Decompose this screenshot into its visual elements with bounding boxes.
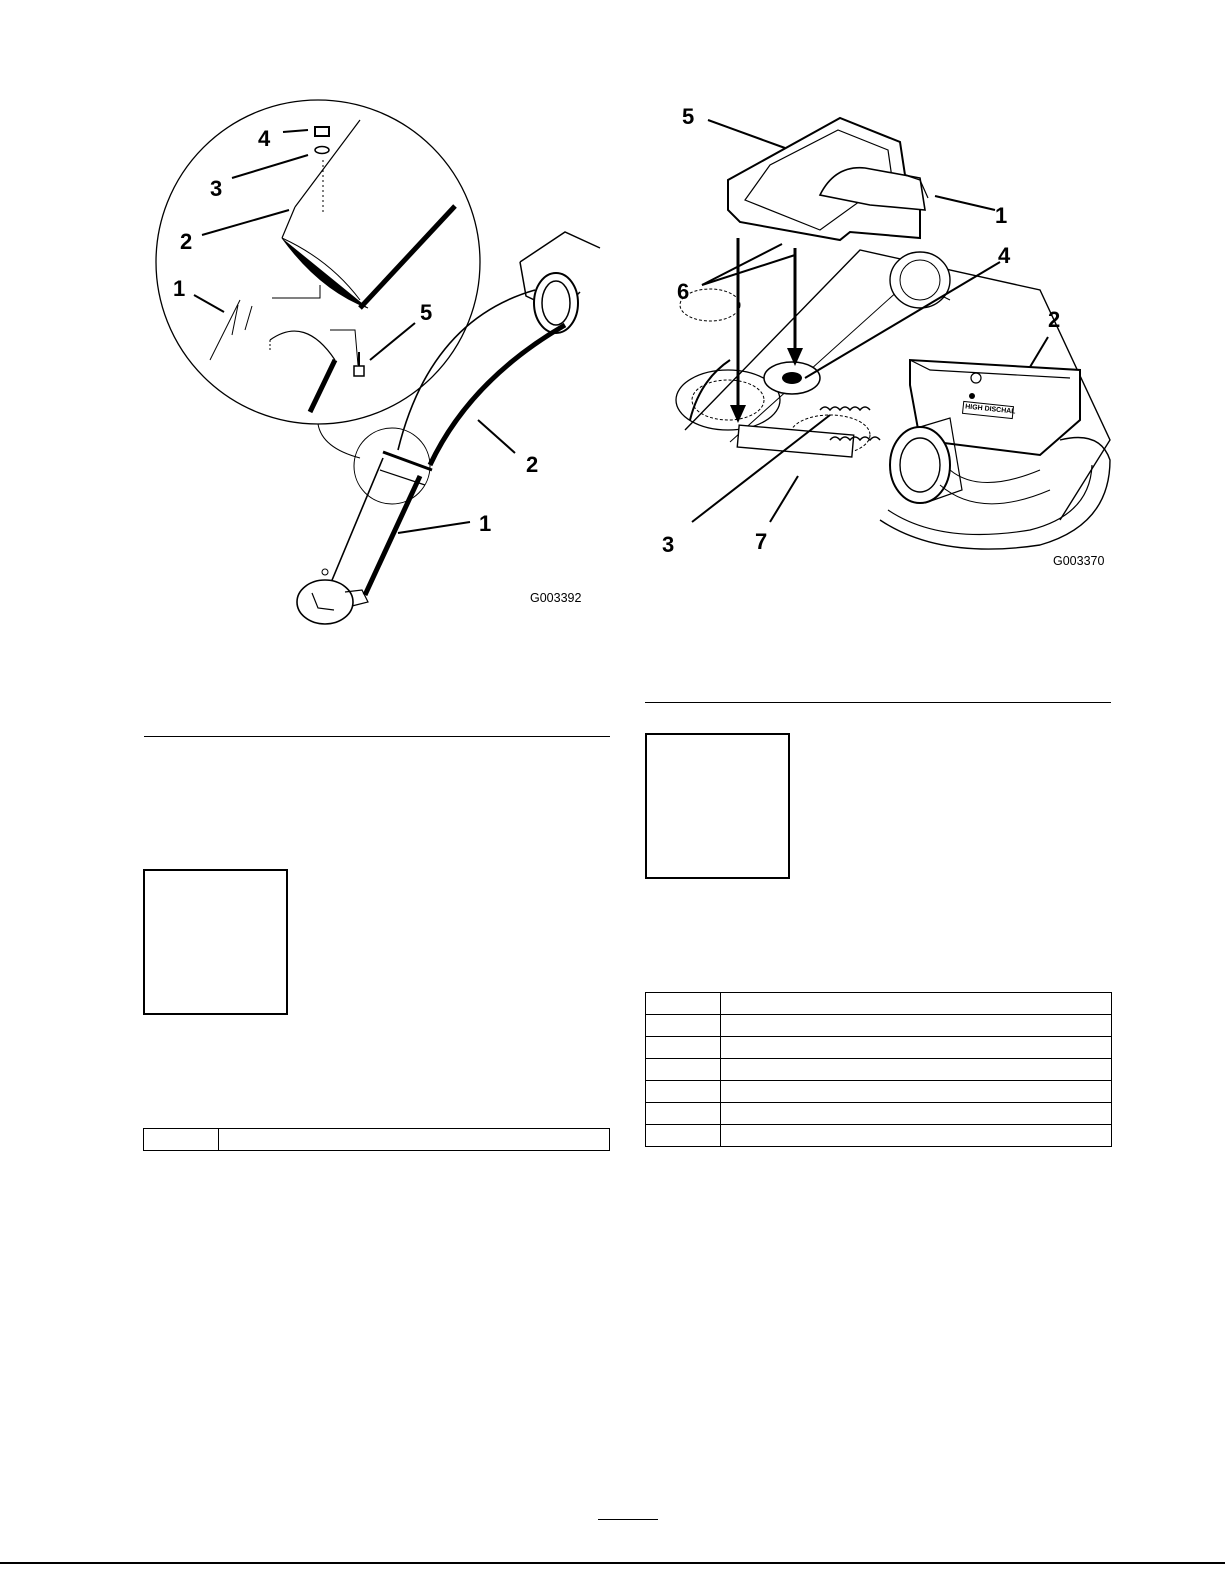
table-cell bbox=[646, 1103, 721, 1125]
table-cell bbox=[646, 1015, 721, 1037]
callout-5: 5 bbox=[420, 300, 433, 325]
table-row bbox=[144, 1129, 610, 1151]
image-placeholder-right bbox=[645, 733, 790, 879]
decal-label: HIGH DISCHAL bbox=[964, 403, 1016, 416]
section-divider-right bbox=[645, 702, 1111, 703]
table-cell bbox=[646, 1125, 721, 1147]
callout-6: 6 bbox=[677, 279, 690, 304]
table-cell bbox=[721, 1081, 1112, 1103]
parts-table-right bbox=[645, 992, 1112, 1147]
table-row bbox=[646, 1103, 1112, 1125]
callout-4: 4 bbox=[998, 243, 1011, 268]
callout-3: 3 bbox=[210, 176, 223, 201]
table-row bbox=[646, 1015, 1112, 1037]
callout-1: 1 bbox=[173, 276, 186, 301]
table-row bbox=[646, 1059, 1112, 1081]
table-cell bbox=[721, 1059, 1112, 1081]
table-row bbox=[646, 1125, 1112, 1147]
figure-code: G003392 bbox=[530, 591, 582, 605]
callout-2: 2 bbox=[180, 229, 193, 254]
image-placeholder-left bbox=[143, 869, 288, 1015]
table-cell bbox=[144, 1129, 219, 1151]
figure-right-drawing bbox=[620, 0, 1225, 640]
figure-code: G003370 bbox=[1053, 554, 1105, 568]
parts-table-left bbox=[143, 1128, 610, 1151]
table-cell bbox=[219, 1129, 610, 1151]
page-number-rule bbox=[598, 1519, 658, 1520]
callout-2: 2 bbox=[1048, 307, 1061, 332]
table-cell bbox=[646, 1037, 721, 1059]
table-row bbox=[646, 1037, 1112, 1059]
callout-1: 1 bbox=[479, 511, 492, 536]
callout-3: 3 bbox=[662, 532, 675, 557]
callout-4: 4 bbox=[258, 126, 271, 151]
table-row bbox=[646, 1081, 1112, 1103]
section-divider-left bbox=[144, 736, 610, 737]
table-cell bbox=[646, 993, 721, 1015]
figure-right bbox=[620, 0, 1225, 640]
callout-7: 7 bbox=[755, 529, 768, 554]
table-cell bbox=[721, 1125, 1112, 1147]
table-cell bbox=[721, 1037, 1112, 1059]
table-cell bbox=[646, 1059, 721, 1081]
callout-2: 2 bbox=[526, 452, 539, 477]
table-cell bbox=[721, 993, 1112, 1015]
page-bottom-rule bbox=[0, 1562, 1225, 1564]
table-cell bbox=[721, 1103, 1112, 1125]
callout-5: 5 bbox=[682, 104, 695, 129]
table-cell bbox=[646, 1081, 721, 1103]
callout-1: 1 bbox=[995, 203, 1008, 228]
figure-left bbox=[0, 0, 620, 640]
figure-left-drawing bbox=[0, 0, 620, 640]
table-cell bbox=[721, 1015, 1112, 1037]
table-row bbox=[646, 993, 1112, 1015]
